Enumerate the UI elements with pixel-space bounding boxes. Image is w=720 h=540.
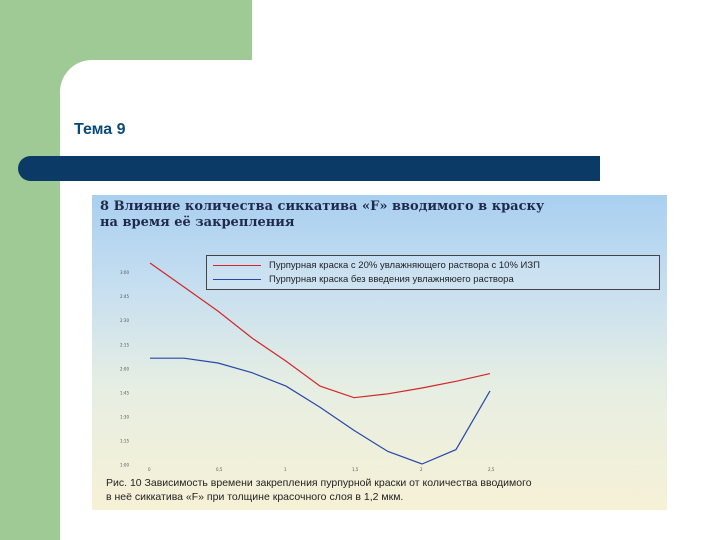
series-line-2 <box>150 358 490 464</box>
legend-item-series-2 <box>213 272 514 286</box>
y-tick-label: 1:00 <box>120 462 129 468</box>
y-tick-label: 1:15 <box>120 438 129 444</box>
legend-swatch-series-1 <box>213 265 261 266</box>
y-tick-label: 2:15 <box>120 342 129 348</box>
y-tick-label: 2:00 <box>120 366 129 372</box>
x-tick-label: 0,5 <box>216 467 223 472</box>
figure-caption-line2: в неё сиккатива «F» при толщине красочного слоя в 1,2 мкм. <box>106 491 404 503</box>
x-tick-label: 2,5 <box>488 467 495 472</box>
x-tick-label: 2 <box>420 467 423 472</box>
x-tick-label: 0 <box>148 467 151 472</box>
chart-figure <box>92 195 667 510</box>
legend-label-series-2: Пурпурная краска без введения увлажняюего раствора <box>269 273 514 285</box>
legend-item-series-1 <box>213 258 540 272</box>
figure-heading-line1: 8 Влияние количества сиккатива «F» вводимого в краску <box>100 199 545 214</box>
y-tick-label: 1:45 <box>120 390 129 396</box>
x-tick-label: 1 <box>284 467 287 472</box>
line-chart <box>92 195 667 510</box>
y-tick-label: 2:45 <box>120 294 129 300</box>
x-tick-label: 1,5 <box>352 467 359 472</box>
figure-caption <box>106 476 661 504</box>
legend-label-series-1: Пурпурная краска с 20% увлажняющего раствора с 10% ИЗП <box>269 259 540 271</box>
title-divider-bar <box>18 156 600 181</box>
chart-legend <box>206 255 660 290</box>
y-tick-label: 3:00 <box>120 270 129 276</box>
figure-heading-line2: на время её закрепления <box>100 215 295 230</box>
figure-caption-line1: Рис. 10 Зависимость времени закрепления пурпурной краски от количества вводимого <box>106 477 532 489</box>
y-tick-label: 1:30 <box>120 414 129 420</box>
y-tick-label: 2:30 <box>120 318 129 324</box>
slide-title: Тема 9 <box>74 121 126 138</box>
legend-swatch-series-2 <box>213 279 261 280</box>
